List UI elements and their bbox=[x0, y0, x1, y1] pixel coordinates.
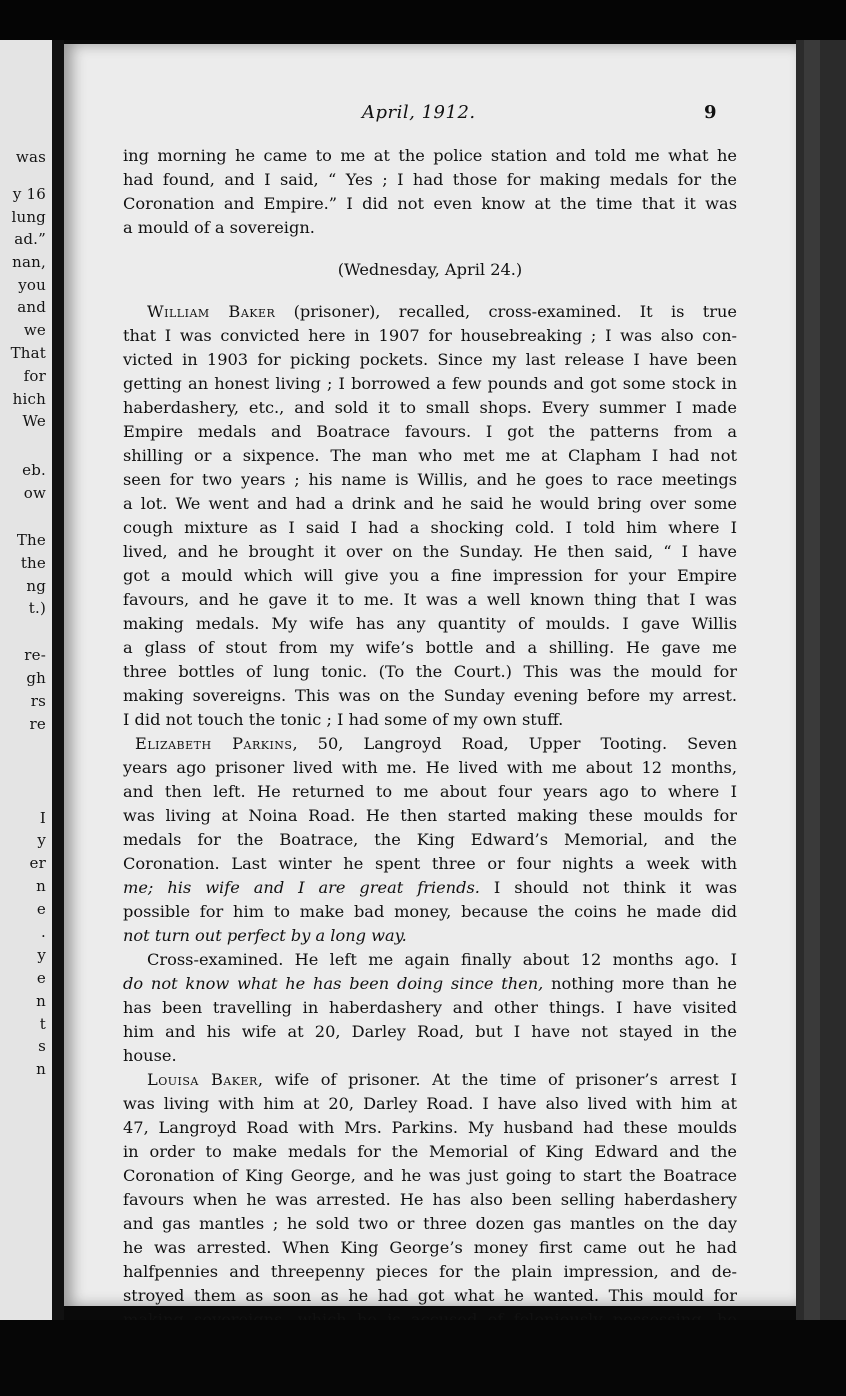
text-line: he was arrested. When King George’s money first came out he had bbox=[123, 1238, 737, 1257]
text-line: favours when he was arrested. He has also been selling haberdashery bbox=[123, 1190, 737, 1209]
facing-page-fragment: nan, bbox=[12, 253, 46, 271]
header-date: April, 1912. bbox=[362, 102, 476, 123]
text-line: him and his wife at 20, Darley Road, but I have not stayed in the bbox=[123, 1022, 737, 1041]
text-line: and then left. He returned to me about four years ago to where I bbox=[123, 782, 737, 801]
text-line: me; his wife and I are great friends. I should not think it was bbox=[123, 878, 738, 897]
facing-page-fragment: we bbox=[23, 321, 46, 339]
facing-page-fragment: That bbox=[10, 344, 46, 362]
book-gutter bbox=[52, 40, 64, 1320]
text-line: had found, and I said, “ Yes ; I had those for making medals for the bbox=[123, 170, 737, 189]
text-line: medals for the Boatrace, the King Edward’s Memorial, and the bbox=[123, 830, 737, 849]
witness-name: William Baker bbox=[147, 302, 276, 321]
facing-page-fragment: . bbox=[41, 923, 46, 941]
text-line: a glass of stout from my wife’s bottle and a shilling. He gave me bbox=[123, 638, 737, 657]
text-line: 47, Langroyd Road with Mrs. Parkins. My husband had these moulds bbox=[123, 1118, 737, 1137]
text-line: Elizabeth Parkins, 50, Langroyd Road, Upper Tooting. Seven bbox=[135, 734, 737, 753]
facing-page-fragment: the bbox=[20, 554, 46, 572]
facing-page-fragment: ng bbox=[26, 577, 46, 595]
text-line: Cross-examined. He left me again finally about 12 months ago. I bbox=[147, 950, 737, 969]
text-line: ing morning he came to me at the police station and told me what he bbox=[123, 146, 737, 165]
text-line: a mould of a sovereign. bbox=[123, 218, 315, 237]
facing-page-fragment: rs bbox=[30, 692, 46, 710]
text-line: was living with him at 20, Darley Road. I have also lived with him at bbox=[123, 1094, 737, 1113]
witness-name: Elizabeth Parkins bbox=[135, 734, 293, 753]
facing-page-fragment: e bbox=[36, 969, 46, 987]
facing-page-fragment: hich bbox=[12, 390, 46, 408]
facing-page-fragment: eb. bbox=[22, 461, 46, 479]
facing-page-fragment: and bbox=[17, 298, 46, 316]
text-line: Coronation and Empire.” I did not even know at the time that it was bbox=[123, 194, 737, 213]
facing-page-fragment: y bbox=[37, 946, 46, 964]
facing-page-fragment: lung bbox=[11, 208, 46, 226]
facing-page-fragment: The bbox=[16, 531, 46, 549]
text-line: do not know what he has been doing since then, nothing more than he bbox=[123, 974, 737, 993]
text-line: lived, and he brought it over on the Sunday. He then said, “ I have bbox=[123, 542, 737, 561]
facing-page-fragment: was bbox=[15, 148, 46, 166]
facing-page-fragment: for bbox=[23, 367, 46, 385]
text-line: Coronation. Last winter he spent three or four nights a week with bbox=[123, 854, 737, 873]
text-line: haberdashery, etc., and sold it to small shops. Every summer I made bbox=[123, 398, 737, 417]
facing-page-fragment: you bbox=[18, 276, 46, 294]
text-line: making medals. My wife has any quantity of moulds. I gave Willis bbox=[123, 614, 737, 633]
text-line: house. bbox=[123, 1046, 177, 1065]
facing-page-fragment: re bbox=[29, 715, 46, 733]
text-line: Coronation of King George, and he was just going to start the Boatrace bbox=[123, 1166, 737, 1185]
text-line: favours, and he gave it to me. It was a well known thing that I was bbox=[123, 590, 737, 609]
text-line: cough mixture as I said I had a shocking cold. I told him where I bbox=[123, 518, 737, 537]
text-line: got a mould which will give you a fine impression for your Empire bbox=[123, 566, 737, 585]
facing-page-fragment: n bbox=[36, 877, 46, 895]
text-line: getting an honest living ; I borrowed a few pounds and got some stock in bbox=[123, 374, 737, 393]
facing-page-fragment: re- bbox=[24, 646, 46, 664]
facing-page-fragment: er bbox=[29, 854, 46, 872]
facing-page-fragment: t.) bbox=[28, 599, 46, 617]
running-header bbox=[64, 102, 796, 126]
facing-page-fragment: y 16 bbox=[12, 185, 46, 203]
facing-page-fragment: gh bbox=[26, 669, 46, 687]
text-line: that I was convicted here in 1907 for housebreaking ; I was also con- bbox=[123, 326, 737, 345]
facing-page-fragment: n bbox=[36, 992, 46, 1010]
facing-page-fragment: ow bbox=[23, 484, 46, 502]
text-line: has been travelling in haberdashery and other things. I have visited bbox=[123, 998, 737, 1017]
text-line: possible for him to make bad money, because the coins he made did bbox=[123, 902, 737, 921]
text-line: halfpennies and threepenny pieces for the plain impression, and de- bbox=[123, 1262, 737, 1281]
text-line: and gas mantles ; he sold two or three dozen gas mantles on the day bbox=[123, 1214, 737, 1233]
text-line: Empire medals and Boatrace favours. I got the patterns from a bbox=[123, 422, 737, 441]
facing-page-fragment: We bbox=[22, 412, 46, 430]
facing-page-fragment: n bbox=[36, 1060, 46, 1078]
text-line: shilling or a sixpence. The man who met me at Clapham I had not bbox=[123, 446, 737, 465]
text-line: was living at Noina Road. He then started making these moulds for bbox=[123, 806, 737, 825]
scan-bottom-border bbox=[0, 1320, 846, 1396]
facing-page-fragment: ad.” bbox=[14, 230, 46, 248]
witness-name: Louisa Baker bbox=[147, 1070, 258, 1089]
facing-page-fragment: y bbox=[37, 831, 46, 849]
text-line: seen for two years ; his name is Willis, and he goes to race meetings bbox=[123, 470, 737, 489]
section-heading: (Wednesday, April 24.) bbox=[337, 260, 523, 279]
text-line: years ago prisoner lived with me. He lived with me about 12 months, bbox=[123, 758, 737, 777]
page-number: 9 bbox=[704, 102, 717, 123]
text-line: in order to make medals for the Memorial of King Edward and the bbox=[123, 1142, 737, 1161]
scan-top-border bbox=[0, 0, 846, 40]
text-line: I did not touch the tonic ; I had some of my own stuff. bbox=[123, 710, 564, 729]
document-page bbox=[64, 44, 796, 1306]
text-line: Louisa Baker, wife of prisoner. At the time of prisoner’s arrest I bbox=[147, 1070, 737, 1089]
text-line: three bottles of lung tonic. (To the Court.) This was the mould for bbox=[123, 662, 737, 681]
page-body bbox=[123, 144, 737, 1356]
text-line: William Baker (prisoner), recalled, cross-examined. It is true bbox=[147, 302, 737, 321]
text-line: stroyed them as soon as he had got what he wanted. This mould for bbox=[123, 1286, 737, 1305]
facing-page-edge bbox=[0, 40, 52, 1320]
text-line: making sovereigns. This was on the Sunday evening before my arrest. bbox=[123, 686, 737, 705]
facing-page-fragment: I bbox=[39, 809, 46, 827]
scan-right-border bbox=[796, 40, 846, 1330]
text-line: victed in 1903 for picking pockets. Since my last release I have been bbox=[123, 350, 737, 369]
facing-page-fragment: s bbox=[38, 1037, 46, 1055]
facing-page-fragment: e bbox=[36, 900, 46, 918]
facing-page-fragment: t bbox=[39, 1015, 46, 1033]
text-line: a lot. We went and had a drink and he said he would bring over some bbox=[123, 494, 737, 513]
text-line: not turn out perfect by a long way. bbox=[123, 926, 407, 945]
